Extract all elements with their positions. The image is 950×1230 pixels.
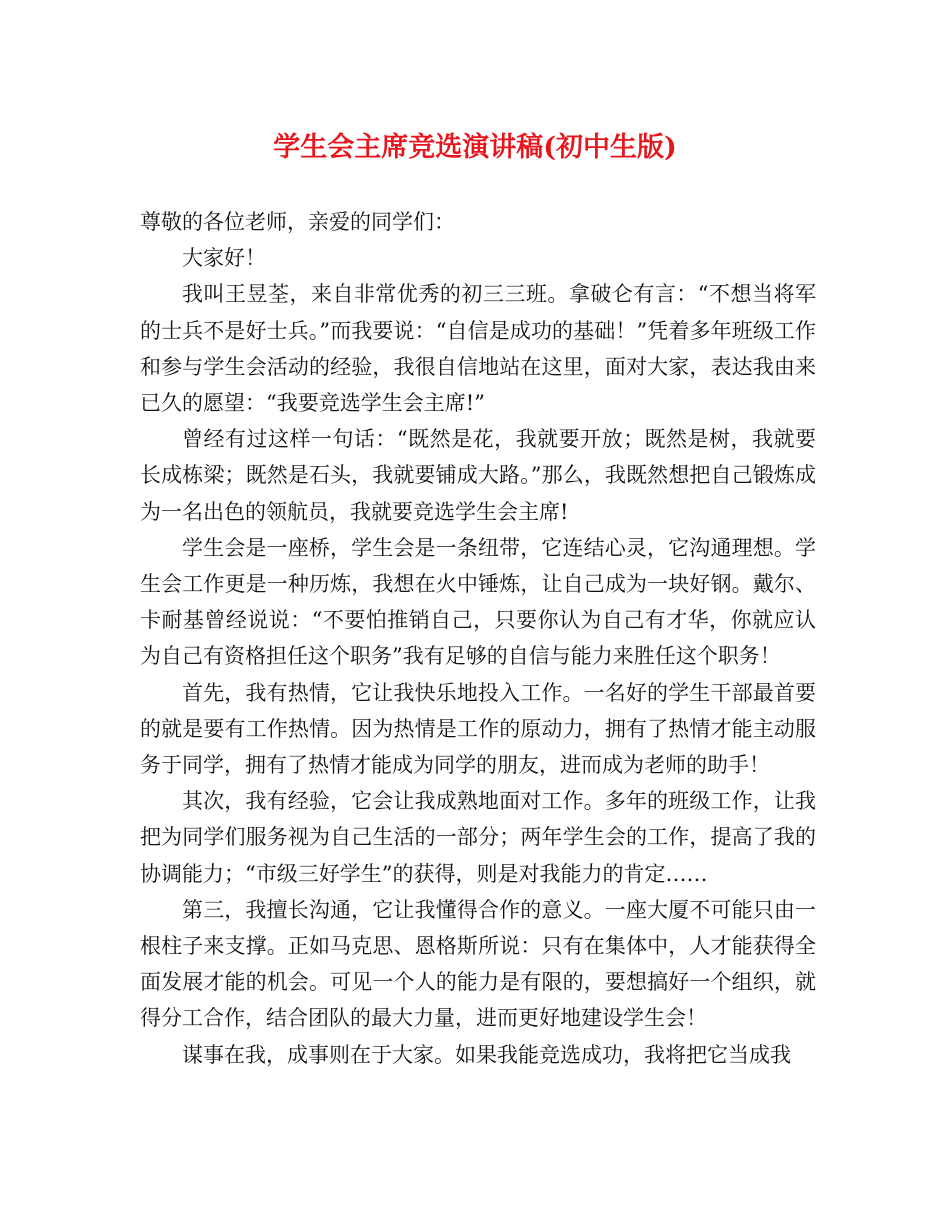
document-title: 学生会主席竞选演讲稿(初中生版)	[273, 132, 677, 163]
greeting-line: 尊敬的各位老师，亲爱的同学们：	[140, 210, 455, 234]
document-body	[140, 204, 816, 1073]
paragraph-5: 首先，我有热情，它让我快乐地投入工作。一名好的学生干部最首要的就是要有工作热情。因为热情是工作的原动力，拥有了热情才能主动服务于同学，拥有了热情才能成为同学的朋友，进而成为老师的助手！	[140, 680, 816, 778]
paragraph-8: 谋事在我，成事则在于大家。如果我能竞选成功，我将把它当成我	[182, 1042, 791, 1067]
paragraph-6: 其次，我有经验，它会让我成熟地面对工作。多年的班级工作，让我把为同学们服务视为自己生活的一部分；两年学生会的工作，提高了我的协调能力；“市级三好学生”的获得，则是对我能力的肯定……	[140, 789, 816, 886]
paragraph-7: 第三，我擅长沟通，它让我懂得合作的意义。一座大厦不可能只由一根柱子来支撑。正如马克思、恩格斯所说：只有在集体中，人才能获得全面发展才能的机会。可见一个人的能力是有限的，要想搞好一个组织，就得分工合作，结合团队的最大力量，进而更好地建设学生会！	[140, 897, 816, 1031]
paragraph-2: 我叫王昱荃，来自非常优秀的初三三班。拿破仑有言：“不想当将军的士兵不是好士兵。”而我要说：“自信是成功的基础！”凭着多年班级工作和参与学生会活动的经验，我很自信地站在这里，面对大家，表达我由来已久的愿望：“我要竞选学生会主席!”	[140, 282, 816, 416]
paragraph-1: 大家好！	[182, 246, 266, 271]
paragraph-3: 曾经有过这样一句话：“既然是花，我就要开放；既然是树，我就要长成栋梁；既然是石头，我就要铺成大路。”那么，我既然想把自己锻炼成为一名出色的领航员，我就要竞选学生会主席!	[140, 427, 816, 524]
paragraph-4: 学生会是一座桥，学生会是一条纽带，它连结心灵，它沟通理想。学生会工作更是一种历炼，我想在火中锤炼，让自己成为一块好钢。戴尔、卡耐基曾经说说：“不要怕推销自己，只要你认为自己有才华，你就应认为自己有资格担任这个职务”我有足够的自信与能力来胜任这个职务！	[140, 535, 816, 669]
